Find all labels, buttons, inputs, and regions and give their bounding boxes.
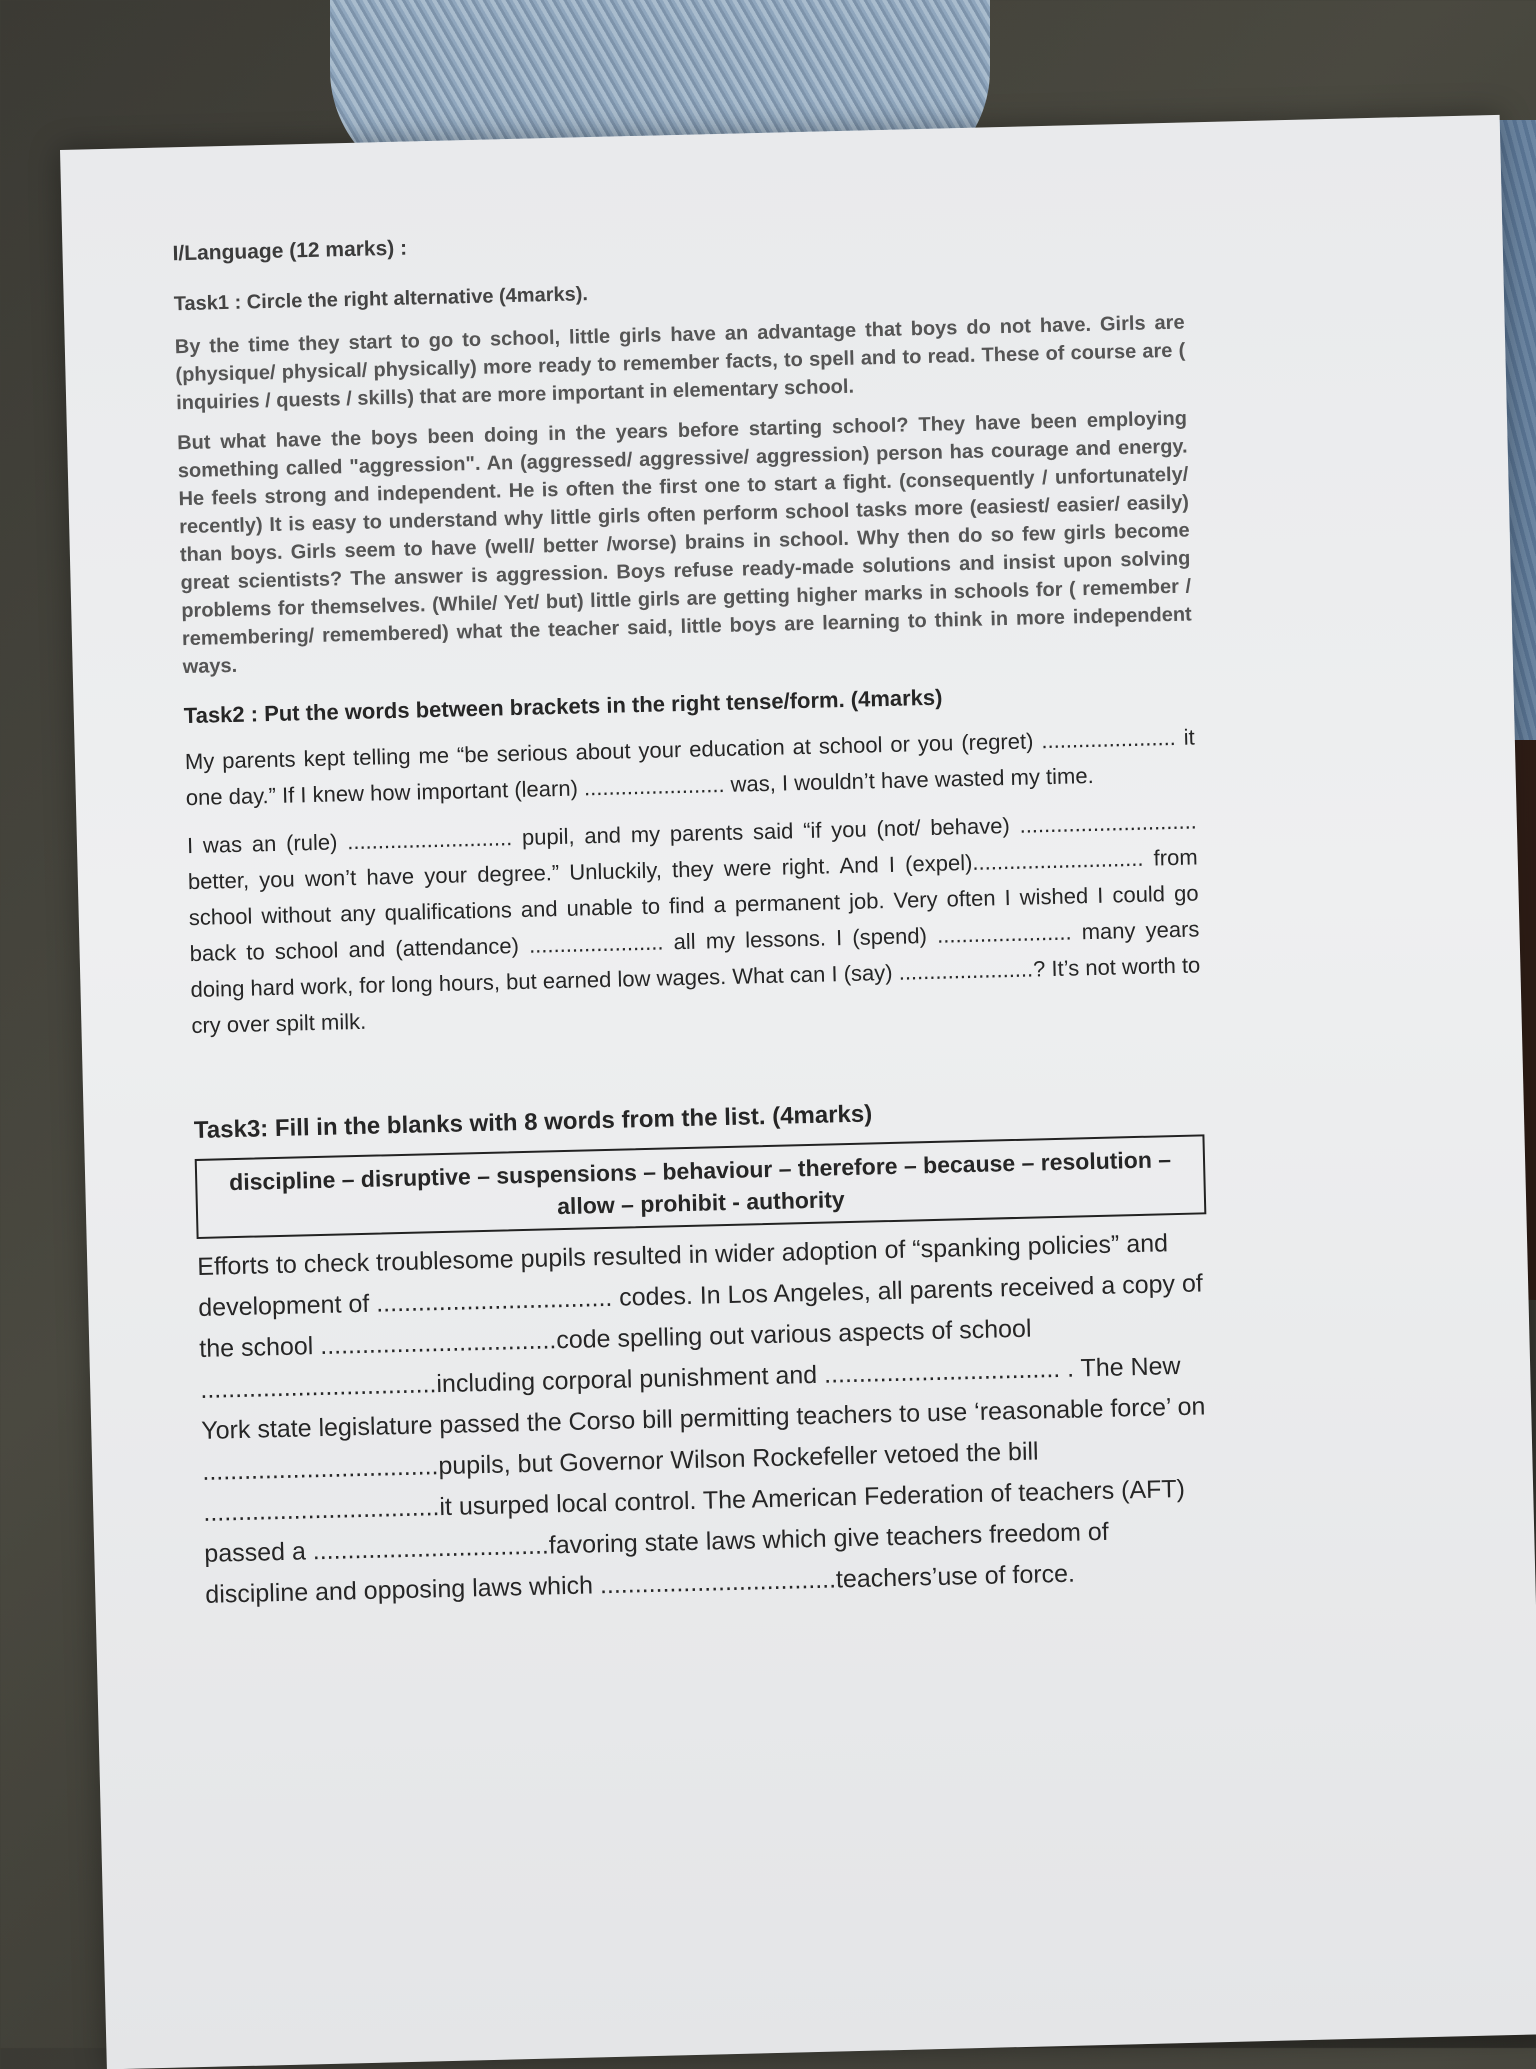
section-heading: I/Language (12 marks) : bbox=[172, 236, 408, 266]
exam-content bbox=[172, 213, 1216, 1628]
spacer bbox=[192, 1031, 1203, 1096]
task2-title: Task2 : Put the words between brackets in the right tense/form. (4marks) bbox=[183, 684, 943, 729]
exam-sheet bbox=[60, 115, 1536, 2069]
task2-paragraph-1: My parents kept telling me “be serious about your education at school or you (regret) ...................... it one day.” If I knew how important (learn) ....................... was, I wouldn’t have wasted my time. bbox=[184, 724, 1195, 811]
task1-paragraph-2: But what have the boys been doing in the years before starting school? They have been employing something called "aggression". An (aggressed/ aggressive/ aggression) person has courage and energy. He feels strong and independent. He is often the first one to start a fight. (consequently / unfortunately/ recently) It is easy to understand why little girls often perform school tasks more (easiest/ easier/ easily) than boys. Girls seem to have (well/ better /worse) brains in school. Why then do so few girls become great scientists? The answer is aggression. Boys refuse ready-made solutions and insist upon solving problems for themselves. (While/ Yet/ but) little girls are getting higher marks in schools for ( remember / remembering/ remembered) what the teacher said, little boys are learning to think in more independent ways. bbox=[176, 407, 1192, 679]
word-list-box: discipline – disruptive – suspensions – behaviour – therefore – because – resolution – allow – prohibit - authority bbox=[195, 1134, 1207, 1239]
task1-title: Task1 : Circle the right alternative (4marks). bbox=[173, 283, 589, 316]
task1-paragraph-1: By the time they start to go to school, little girls have an advantage that boys do not have. Girls are (physique/ physical/ physically) more ready to remember facts, to spell and to read. These of course are ( inquiries / quests / skills) that are more important in elementary school. bbox=[174, 311, 1186, 415]
task3-paragraph: Efforts to check troublesome pupils resulted in wider adoption of “spanking policies” and development of .................................. codes. In Los Angeles, all parents received a copy of the school ..................................code spelling out various aspects of school ..................................including corporal punishment and .................................. . The New York state legislature passed the Corso bill permitting teachers to use ‘reasonable force’ on ..................................pupils, but Governor Wilson Rockefeller vetoed the bill ..................................it usurped local control. The American Federation of teachers (AFT) passed a ..................................favoring state laws which give teachers freedom of discipline and opposing laws which ..................................teachers’use of force. bbox=[196, 1229, 1206, 1609]
task2-paragraph-2: I was an (rule) ........................... pupil, and my parents said “if you (not/ behave) ............................. better, you won’t have your degree.” Unluckily, they were right. And I (expel)............................ from school without any qualifications and unable to find a permanent job. Very often I wished I could go back to school and (attendance) ...................... all my lessons. I (spend) ...................... many years doing hard work, for long hours, but earned low wages. What can I (say) ......................? It’s not worth to cry over spilt milk. bbox=[186, 808, 1201, 1039]
task3-title: Task3: Fill in the blanks with 8 words from the list. (4marks) bbox=[193, 1100, 873, 1145]
